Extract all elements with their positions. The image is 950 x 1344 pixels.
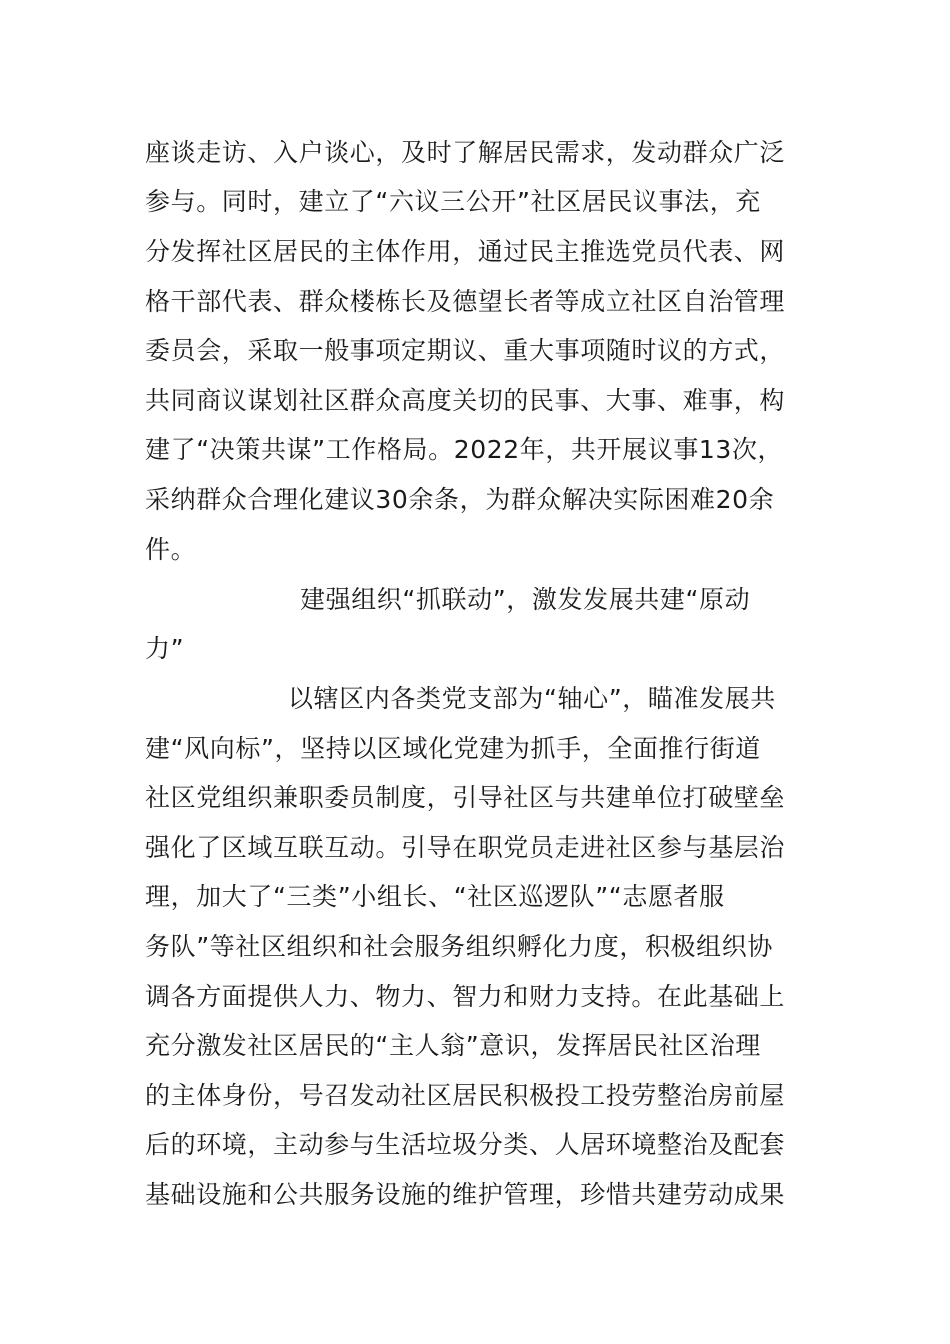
paragraph-line: 务队”等社区组织和社会服务组织孵化力度，积极组织协 — [145, 932, 773, 961]
paragraph-line: 调各方面提供人力、物力、智力和财力支持。在此基础上 — [145, 982, 786, 1011]
paragraph-line: 充分激发社区居民的“主人翁”意识，发挥居民社区治理 — [145, 1031, 761, 1060]
paragraph-line: 委员会，采取一般事项定期议、重大事项随时议的方式， — [145, 336, 786, 365]
paragraph-line: 理，加大了“三类”小组长、“社区巡逻队”“志愿者服 — [145, 882, 725, 911]
section-heading: 建强组织“抓联动”，激发发展共建“原动 — [300, 585, 751, 614]
paragraph-line: 共同商议谋划社区群众高度关切的民事、大事、难事，构 — [145, 386, 786, 415]
paragraph-line: 分发挥社区居民的主体作用，通过民主推选党员代表、网 — [145, 237, 786, 266]
paragraph-line: 后的环境，主动参与生活垃圾分类、人居环境整治及配套 — [145, 1130, 786, 1159]
paragraph-line: 件。 — [145, 535, 197, 564]
paragraph-line: 强化了区域互联互动。引导在职党员走进社区参与基层治 — [145, 833, 786, 862]
paragraph-line: 以辖区内各类党支部为“轴心”，瞄准发展共 — [288, 684, 776, 713]
paragraph-line: 的主体身份，号召发动社区居民积极投工投劳整治房前屋 — [145, 1081, 786, 1110]
paragraph-line: 座谈走访、入户谈心，及时了解居民需求，发动群众广泛 — [145, 138, 786, 167]
paragraph-line: 参与。同时，建立了“六议三公开”社区居民议事法，充 — [145, 187, 761, 216]
paragraph-line: 基础设施和公共服务设施的维护管理，珍惜共建劳动成果 — [145, 1180, 786, 1209]
paragraph-line: 社区党组织兼职委员制度，引导社区与共建单位打破壁垒 — [145, 783, 786, 812]
paragraph-line: 建了“决策共谋”工作格局。2022年，共开展议事13次， — [145, 435, 784, 464]
paragraph-line: 格干部代表、群众楼栋长及德望长者等成立社区自治管理 — [145, 287, 786, 316]
paragraph-line: 采纳群众合理化建议30余条，为群众解决实际困难20余 — [145, 485, 775, 514]
section-heading-continuation: 力” — [145, 634, 185, 663]
paragraph-line: 建“风向标”，坚持以区域化党建为抓手，全面推行街道 — [145, 734, 761, 763]
